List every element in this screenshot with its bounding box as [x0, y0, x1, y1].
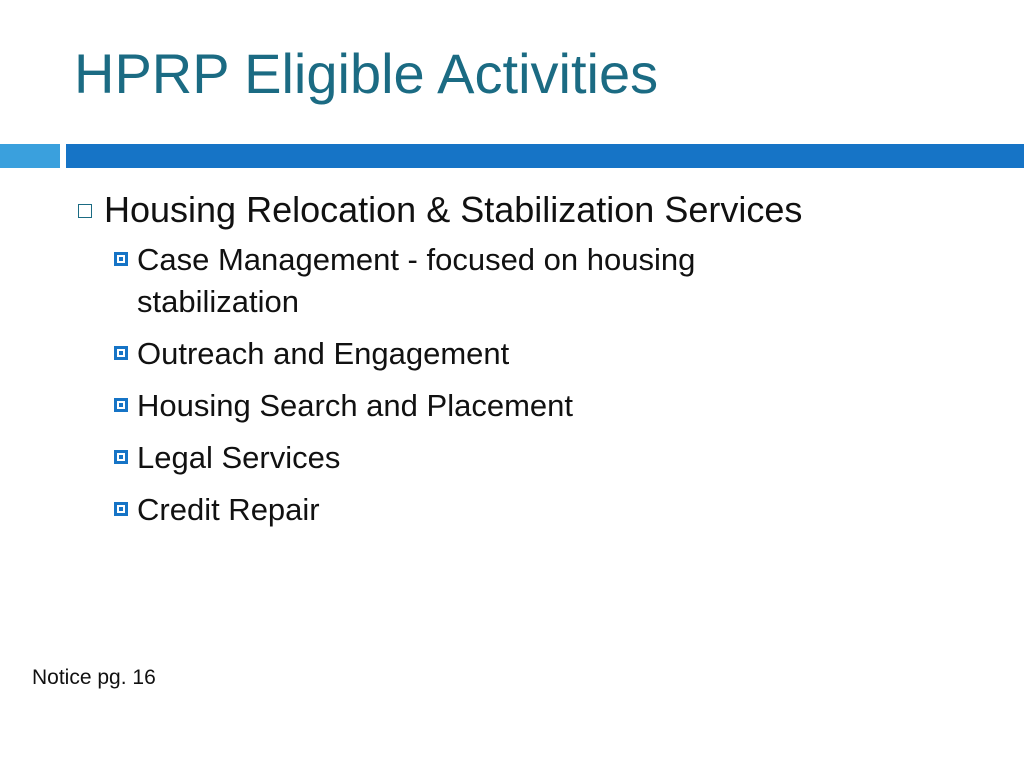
slide-title: HPRP Eligible Activities — [74, 42, 659, 105]
square-bullet-icon — [114, 346, 128, 360]
sub-bullet-label: Case Management - focused on housing stabilization — [137, 242, 696, 320]
bullet-item — [78, 188, 978, 231]
title-divider-left — [0, 144, 60, 168]
hollow-square-bullet-icon — [78, 204, 92, 218]
square-bullet-icon — [114, 450, 128, 464]
sub-bullet-label: Legal Services — [137, 440, 341, 476]
sub-bullet-label: Housing Search and Placement — [137, 388, 573, 424]
sub-bullet-item — [114, 437, 978, 479]
sub-bullet-label: Credit Repair — [137, 492, 320, 528]
sub-bullet-item — [114, 333, 978, 375]
bullet-label: Housing Relocation & Stabilization Services — [104, 189, 803, 230]
sub-bullet-item — [114, 489, 978, 531]
sub-bullet-item — [114, 239, 978, 323]
sub-bullet-label: Outreach and Engagement — [137, 336, 510, 372]
square-bullet-icon — [114, 398, 128, 412]
sub-bullet-item — [114, 385, 978, 427]
square-bullet-icon — [114, 252, 128, 266]
square-bullet-icon — [114, 502, 128, 516]
footer-note: Notice pg. 16 — [32, 666, 156, 689]
title-divider-right — [66, 144, 1024, 168]
bullet-list — [78, 188, 978, 541]
